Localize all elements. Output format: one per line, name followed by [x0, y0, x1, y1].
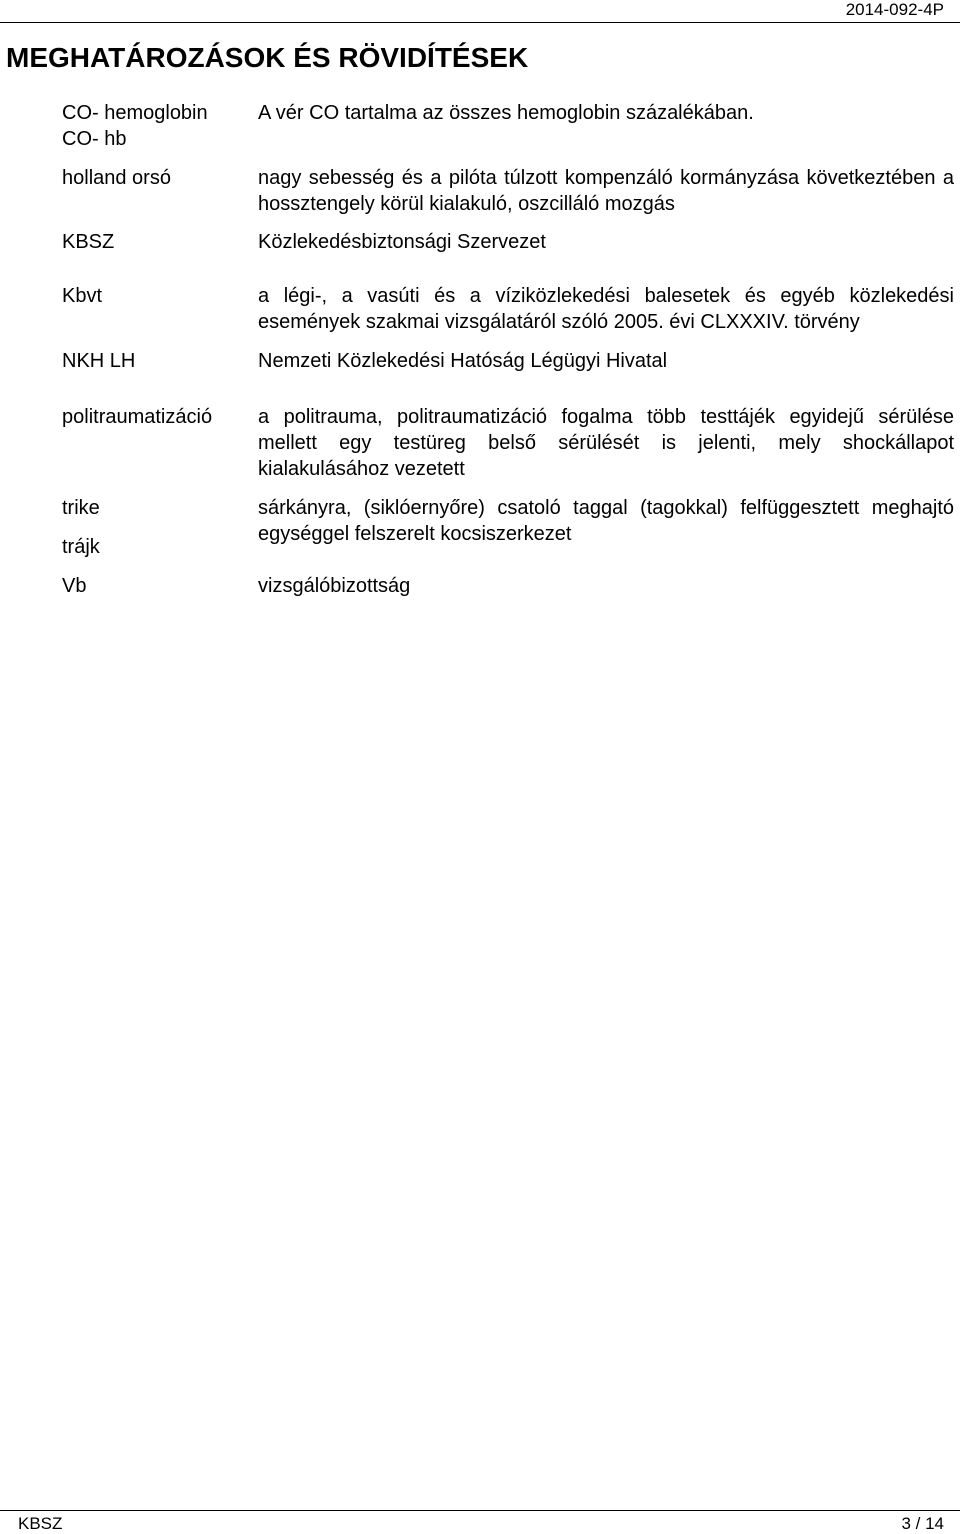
definition-row	[62, 100, 954, 152]
definition-term	[62, 283, 258, 309]
definition-row	[62, 573, 954, 599]
definition-term-line: Vb	[62, 575, 87, 597]
definition-row	[62, 404, 954, 482]
definition-term-line: trájk	[62, 536, 100, 558]
definition-text: nagy sebesség és a pilóta túlzott kompenzáló kormányzása következtében a hossztengely körül kialakuló, oszcilláló mozgás	[258, 167, 954, 215]
definition-term	[62, 100, 258, 152]
footer-divider	[0, 1510, 960, 1511]
definition-text: A vér CO tartalma az összes hemoglobin százalékában.	[258, 102, 754, 124]
definition-term	[62, 495, 258, 560]
definitions-list	[62, 100, 954, 599]
definition-term	[62, 573, 258, 599]
definition-text: Nemzeti Közlekedési Hatóság Légügyi Hivatal	[258, 350, 668, 372]
page-number: 3 / 14	[901, 1514, 944, 1533]
definition-row	[62, 229, 954, 255]
definition-term-line: Kbvt	[62, 285, 103, 307]
page-title: MEGHATÁROZÁSOK ÉS RÖVIDÍTÉSEK	[6, 42, 529, 73]
definition-text: a légi-, a vasúti és a víziközlekedési balesetek és egyéb közlekedési események szakmai vizsgálatáról szóló 2005. évi CLXXXIV. törvény	[258, 285, 954, 333]
definition-term	[62, 229, 258, 255]
definition-text: sárkányra, (siklóernyőre) csatoló taggal (tagokkal) felfüggesztett meghajtó egységgel felszerelt kocsiszerkezet	[258, 497, 954, 545]
definition-term-line: NKH LH	[62, 350, 136, 372]
document-id: 2014-092-4P	[845, 0, 944, 19]
definition-text: Közlekedésbiztonsági Szervezet	[258, 231, 546, 253]
definition-term-line: holland orsó	[62, 167, 171, 189]
definition-term-line: KBSZ	[62, 231, 115, 253]
definition-term	[62, 348, 258, 374]
definition-term	[62, 165, 258, 191]
definition-term-line: CO- hb	[62, 128, 127, 150]
footer-organization: KBSZ	[18, 1514, 63, 1533]
definition-text: a politrauma, politraumatizáció fogalma több testtájék egyidejű sérülése mellett egy testüreg belső sérülését is jelenti, mely shockállapot kialakulásához vezetett	[258, 406, 954, 480]
definition-row	[62, 165, 954, 217]
definition-term	[62, 404, 258, 430]
definition-row	[62, 348, 954, 374]
definition-term-line: trike	[62, 497, 100, 519]
definition-text: vizsgálóbizottság	[258, 575, 411, 597]
definition-row	[62, 495, 954, 560]
definition-row	[62, 283, 954, 335]
definition-term-line: politraumatizáció	[62, 406, 213, 428]
header-divider	[0, 22, 960, 23]
definition-term-line: CO- hemoglobin	[62, 102, 208, 124]
